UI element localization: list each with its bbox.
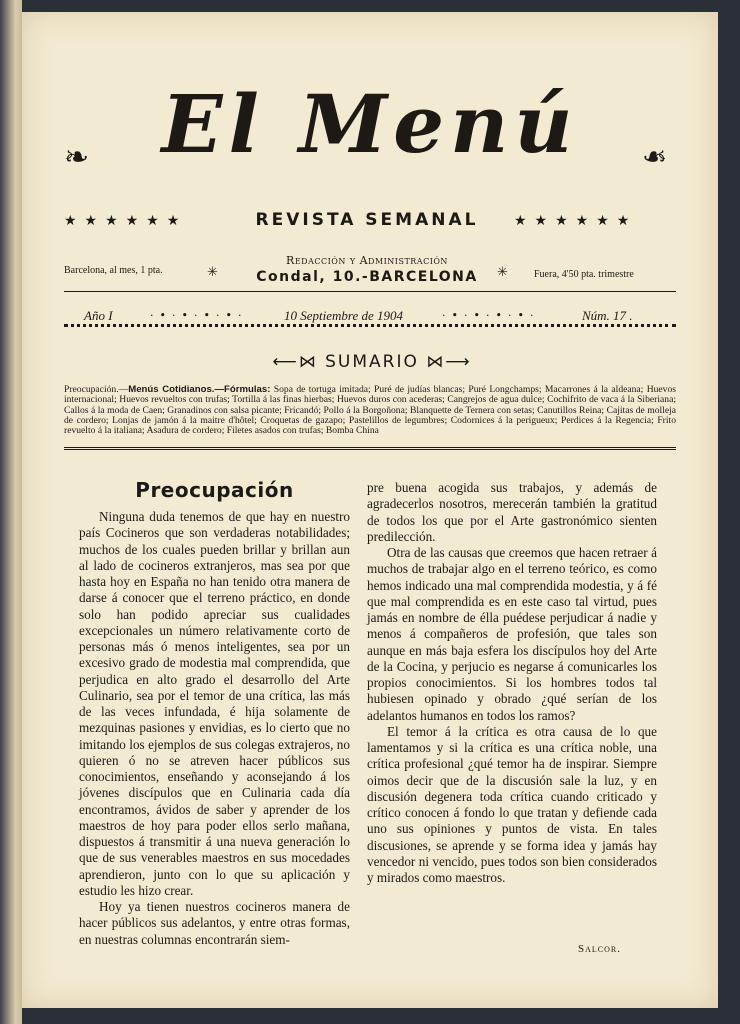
paragraph: El temor á la crítica es otra causa de lo que lamentamos y si la crítica es una crítica noble, una crítica profesional ¿qué temor ha de inspirar. Siempre oimos decir que de la discusión sale la luz, y en discusión degenera toda crítica cuando criticado y crítico conocen á fondo lo que tratan y defiende cada uno sus opiniones y puntos de vista. En tales discusiones, se aprende y se forma idea y jamás hay vencedor ni vencido, pues todos son bien considerados y mirados como maestros.	[367, 723, 657, 885]
issue-year: Año I	[84, 308, 113, 323]
paragraph: pre buena acogida sus trabajos, y además de agradecerlos nosotros, merecerán también la gratitud de todos los que por el Arte gastronómico sienten predilección.	[367, 480, 657, 544]
article-column-right	[367, 480, 657, 886]
paragraph: Ninguna duda tenemos de que hay en nuestro país Cocineros que son verdaderas notabilidades; muchos de los cuales pueden brillar y brillan aun al lado de cocineros extranjeros, mas sea por que hasta hoy en España no han tenido otra manera de darse á conocer que el terreno práctico, en donde solo han podido apreciar sus cualidades excepcionales un número relativamente corto de personas más ó menos inteligentes, sea por un excesivo grado de modestia mal comprendida, que perjudica en alto grado el desarrollo del Arte Culinario, sea por el temor de una crítica, las más de las veces infundada, é hija solamente de mezquinas pasiones y envidias, es lo cierto que no imitando los ejemplos de sus colegas extrajeros, no quieren ó no se atreven hacer públicos sus conocimientos, enseñando y aconsejando á los jóvenes discípulos que en Culinaria cada día encontramos, ávidos de saber y aprender de los maestros de hoy para poder ellos serlo mañana, dispuestos á transmitir á una nueva generación lo que de sus venerables maestros en sus mocedades aprendieron, junto con lo que su aplicación y estudio les hizo crear.	[79, 509, 350, 898]
address: Condal, 10.-BARCELONA	[256, 269, 478, 285]
fleuron-right-icon: ❧	[642, 140, 668, 175]
star-ornament-left: ★★★★★★	[64, 213, 188, 229]
sumario-text: Preocupación.—Menús Cotidianos.—Fórmulas: Sopa de tortuga imitada; Puré de judías blancas; Puré Longchamps; Macarrones á la aldeana; Huevos internacional; Huevos revueltos con trufas; Tortilla á las finas hierbas; Huevos duros con acederas; Cangrejos de agua dulce; Cochifrito de vaca á la Siberiana; Callos á la moda de Caen; Granadinos con salsa picante; Fricandó; Pollo á la Borgoñona; Blanquette de Ternera con setas; Canutillos Reina; Cajitas de molleja de cordero; Lonjas de jamón á la maitre d'hôtel; Croquetas de gazapo; Pastelillos de legumbres; Codornices á la perigueux; Perdices á la Regencia; Frito revuelto á la italiana; Asadura de cordero; Filetes asados con trufas; Bomba China	[64, 384, 677, 437]
price-outside: Fuera, 4'50 pta. trimestre	[534, 269, 634, 280]
sumario-heading: ⟵⋈ SUMARIO ⋈⟶	[272, 352, 472, 372]
sumario-rule	[64, 447, 676, 450]
paragraph: Otra de las causas que creemos que hacen retraer á muchos de trabajar algo en el terreno teórico, es como hemos indicado una mal comprendida modestia, y á fé que mal comprendida es en este caso tal virtud, pues jamás en nombre de élla puédese perjudicar á nadie y menos á compañeros de profesión, que tales son aunque en más baja esfera los discípulos hoy del Arte de la Cocina, y perjucio es negarse á comunicarles los propios conocimientos. Si los hombres todos tal hubiesen opinado y obrado ¿qué serían de los adelantos humanos en todos los ramos?	[367, 545, 657, 723]
signature: Salcor.	[578, 943, 621, 955]
issue-number: Núm. 17 .	[582, 308, 633, 323]
dot-ornament: ·•·•·•·•·	[150, 309, 248, 322]
masthead-subtitle: REVISTA SEMANAL	[255, 210, 479, 230]
price-local: Barcelona, al mes, 1 pta.	[64, 265, 163, 276]
header-rule	[64, 291, 676, 292]
article-column-left	[79, 509, 350, 948]
newspaper-page	[22, 12, 718, 1008]
ornament-left-icon: ⟵⋈	[272, 352, 326, 372]
sparkle-left-icon: ✳	[207, 265, 218, 280]
fleuron-left-icon: ❧	[64, 140, 90, 175]
paragraph: Hoy ya tienen nuestros cocineros manera de hacer públicos sus adelantos, y entre otras formas, en nuestras columnas encontrarán siem-	[79, 899, 350, 947]
ornament-right-icon: ⋈⟶	[418, 352, 472, 372]
dot-ornament: ·•·•·•·•·	[442, 309, 540, 322]
issue-date: 10 Septiembre de 1904	[284, 308, 404, 323]
dotted-rule	[64, 324, 676, 327]
article-title: Preocupación	[135, 478, 294, 502]
sparkle-right-icon: ✳	[497, 265, 508, 280]
book-spine	[0, 0, 22, 1024]
star-ornament-right: ★★★★★★	[514, 213, 638, 229]
masthead-title: El Menú	[161, 77, 579, 171]
redaccion-label: Redacción y Administración	[286, 254, 448, 267]
